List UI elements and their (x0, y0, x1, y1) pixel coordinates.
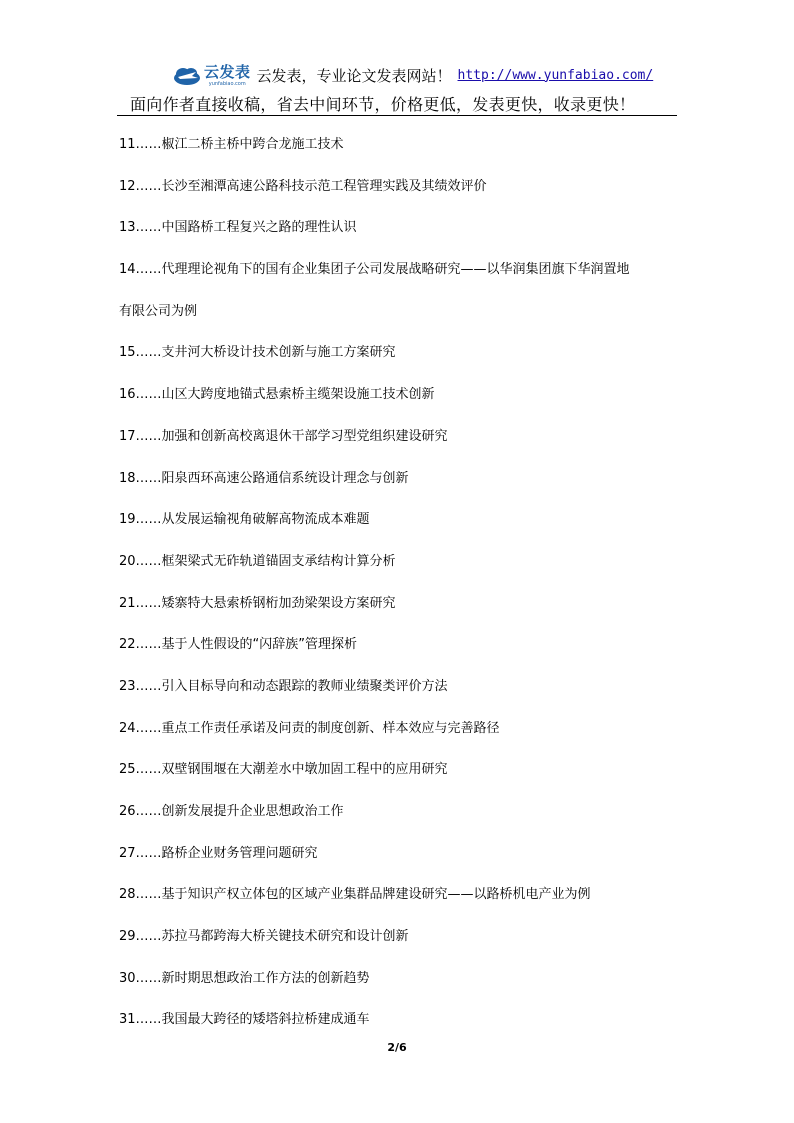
entry-separator: …… (135, 970, 162, 986)
list-item (119, 207, 684, 249)
entry-separator: …… (135, 762, 162, 778)
entry-separator: …… (135, 929, 162, 945)
entry-title: 基于知识产权立体包的区域产业集群品牌建设研究——以路桥机电产业为例 (161, 887, 591, 903)
entry-title: 支井河大桥设计技术创新与施工方案研究 (161, 345, 396, 361)
header-branding (172, 58, 653, 92)
list-item (119, 833, 684, 875)
entry-number: 18 (119, 470, 136, 486)
entry-separator: …… (135, 637, 162, 653)
site-url-link[interactable]: http://www.yunfabiao.com/ (457, 67, 654, 83)
list-item (119, 624, 684, 666)
entry-number: 19 (119, 512, 136, 528)
list-item (119, 332, 684, 374)
entry-separator: …… (135, 178, 162, 194)
entry-title: 苏拉马都跨海大桥关键技术研究和设计创新 (161, 929, 409, 945)
entry-title: 从发展运输视角破解高物流成本难题 (161, 512, 370, 528)
entry-title: 山区大跨度地锚式悬索桥主缆架设施工技术创新 (161, 387, 435, 403)
entry-title: 矮寨特大悬索桥钢桁加劲梁架设方案研究 (161, 595, 396, 611)
list-item (119, 458, 684, 500)
list-item (119, 999, 684, 1041)
entry-separator: …… (135, 428, 162, 444)
entry-title: 创新发展提升企业思想政治工作 (161, 804, 344, 819)
logo-text: 云发表 (204, 62, 251, 81)
entry-title-continuation: 有限公司为例 (119, 303, 198, 319)
entry-title: 中国路桥工程复兴之路的理性认识 (161, 220, 357, 236)
entry-number: 29 (119, 929, 136, 945)
entry-title: 双壁钢围堰在大潮差水中墩加固工程中的应用研究 (161, 762, 448, 778)
entry-separator: …… (135, 345, 162, 361)
entry-number: 30 (119, 970, 136, 986)
entry-separator: …… (135, 262, 162, 278)
entry-title: 代理理论视角下的国有企业集团子公司发展战略研究——以华润集团旗下华润置地 (161, 262, 630, 278)
entry-number: 28 (119, 887, 136, 903)
entry-number: 20 (119, 553, 136, 569)
header-divider (117, 115, 677, 116)
entry-number: 15 (119, 345, 136, 361)
entry-number: 24 (119, 720, 136, 736)
entry-title: 阳泉西环高速公路通信系统设计理念与创新 (161, 470, 409, 486)
entry-title: 框架梁式无砟轨道锚固支承结构计算分析 (161, 553, 396, 569)
entry-separator: …… (135, 804, 162, 819)
entry-number: 13 (119, 220, 136, 236)
entry-separator: …… (135, 720, 162, 736)
entry-title: 加强和创新高校离退休干部学习型党组织建设研究 (161, 428, 448, 444)
list-item (119, 791, 684, 833)
site-logo[interactable] (172, 63, 251, 87)
entry-number: 27 (119, 845, 136, 861)
cloud-plane-icon (172, 63, 202, 87)
entry-title: 引入目标导向和动态跟踪的教师业绩聚类评价方法 (161, 678, 448, 694)
entry-separator: …… (135, 220, 162, 236)
entry-number: 17 (119, 428, 136, 444)
header-slogan: 面向作者直接收稿，省去中间环节，价格更低，发表更快，收录更快！ (130, 95, 636, 114)
entry-separator: …… (135, 553, 162, 569)
list-item (119, 541, 684, 583)
page-number: 2/6 (387, 1041, 407, 1054)
entry-title: 重点工作责任承诺及问责的制度创新、样本效应与完善路径 (161, 720, 500, 736)
entry-number: 14 (119, 262, 136, 278)
entry-title: 椒江二桥主桥中跨合龙施工技术 (161, 137, 344, 152)
list-item (119, 583, 684, 625)
entry-title: 新时期思想政治工作方法的创新趋势 (161, 970, 370, 986)
list-item (119, 124, 684, 166)
entry-number: 11 (119, 137, 136, 152)
list-item (119, 666, 684, 708)
entry-separator: …… (135, 678, 162, 694)
site-tagline: 云发表，专业论文发表网站！ (256, 66, 452, 85)
entry-separator: …… (135, 595, 162, 611)
entry-separator: …… (135, 470, 162, 486)
entry-number: 21 (119, 595, 136, 611)
entry-number: 23 (119, 678, 136, 694)
entry-separator: …… (135, 1012, 162, 1028)
entry-title: 我国最大跨径的矮塔斜拉桥建成通车 (161, 1012, 370, 1028)
list-item (119, 958, 684, 1000)
entry-number: 16 (119, 387, 136, 403)
list-item (119, 416, 684, 458)
logo-subtext: yunfabiao.com (208, 80, 246, 87)
entry-number: 26 (119, 804, 136, 819)
entry-separator: …… (135, 512, 162, 528)
entry-title: 基于人性假设的“闪辞族”管理探析 (161, 637, 358, 653)
list-item (119, 749, 684, 791)
entry-number: 25 (119, 762, 136, 778)
article-list (119, 124, 684, 1041)
list-item (119, 249, 684, 291)
entry-separator: …… (135, 845, 162, 861)
list-item (119, 874, 684, 916)
entry-separator: …… (135, 137, 162, 152)
entry-title: 路桥企业财务管理问题研究 (161, 845, 318, 861)
list-item (119, 499, 684, 541)
list-item (119, 916, 684, 958)
entry-number: 12 (119, 178, 136, 194)
list-item (119, 166, 684, 208)
logo-wordmark (204, 64, 251, 87)
list-item (119, 374, 684, 416)
entry-separator: …… (135, 387, 162, 403)
entry-number: 31 (119, 1012, 136, 1028)
entry-separator: …… (135, 887, 162, 903)
entry-title: 长沙至湘潭高速公路科技示范工程管理实践及其绩效评价 (161, 178, 487, 194)
list-item (119, 708, 684, 750)
entry-number: 22 (119, 637, 136, 653)
